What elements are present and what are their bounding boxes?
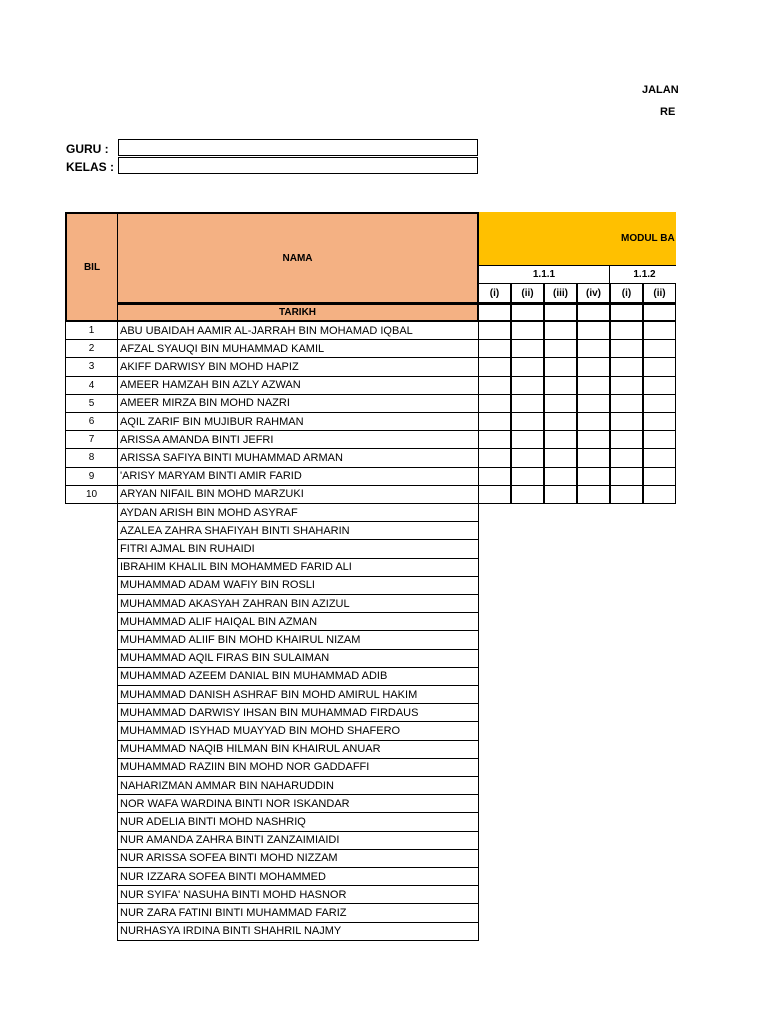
grade-cell[interactable] [478,340,511,358]
nama-cell: NURHASYA IRDINA BINTI SHAHRIL NAJMY [117,923,479,941]
nama-cell: MUHAMMAD AZEEM DANIAL BIN MUHAMMAD ADIB [117,668,479,686]
col-header-roman: (i) [610,283,643,303]
grade-cell[interactable] [478,395,511,413]
nama-cell: NUR AMANDA ZAHRA BINTI ZANZAIMIAIDI [117,832,479,850]
nama-cell: MUHAMMAD ADAM WAFIY BIN ROSLI [117,577,479,595]
grade-cell[interactable] [478,413,511,431]
nama-cell: NUR ADELIA BINTI MOHD NASHRIQ [117,813,479,831]
grade-cell[interactable] [544,322,577,340]
col-header-roman: (iii) [544,283,577,303]
grade-cell[interactable] [610,431,643,449]
grade-cell[interactable] [643,431,676,449]
bil-cell: 9 [65,468,118,486]
col-header-roman: (i) [478,283,511,303]
nama-cell: AKIFF DARWISY BIN MOHD HAPIZ [117,358,479,376]
grade-cell[interactable] [511,395,544,413]
grade-cell[interactable] [610,468,643,486]
nama-cell: IBRAHIM KHALIL BIN MOHAMMED FARID ALI [117,559,479,577]
tarikh-cell[interactable] [610,303,643,322]
grade-cell[interactable] [610,486,643,504]
bil-column-header: BIL [65,212,118,322]
bil-cell: 1 [65,322,118,340]
col-header-roman: (ii) [511,283,544,303]
grade-cell[interactable] [610,395,643,413]
nama-cell: MUHAMMAD AKASYAH ZAHRAN BIN AZIZUL [117,595,479,613]
grade-cell[interactable] [577,395,610,413]
grade-cell[interactable] [478,468,511,486]
grade-cell[interactable] [511,449,544,467]
nama-cell: AMEER MIRZA BIN MOHD NAZRI [117,395,479,413]
nama-cell: MUHAMMAD DARWISY IHSAN BIN MUHAMMAD FIRDAUS [117,704,479,722]
grade-cell[interactable] [643,413,676,431]
bil-cell: 5 [65,395,118,413]
grade-cell[interactable] [511,468,544,486]
grade-cell[interactable] [478,449,511,467]
bil-cell: 7 [65,431,118,449]
grade-cell[interactable] [544,413,577,431]
nama-cell: AFZAL SYAUQI BIN MUHAMMAD KAMIL [117,340,479,358]
guru-label: GURU : [66,142,109,156]
grade-cell[interactable] [643,322,676,340]
tarikh-label: TARIKH [117,303,479,322]
grade-cell[interactable] [610,413,643,431]
page-title-line1: JALAN [642,84,679,96]
nama-cell: MUHAMMAD ISYHAD MUAYYAD BIN MOHD SHAFERO [117,722,479,740]
nama-cell: NUR ARISSA SOFEA BINTI MOHD NIZZAM [117,850,479,868]
tarikh-cell[interactable] [643,303,676,322]
grade-cell[interactable] [643,486,676,504]
bil-cell: 8 [65,449,118,467]
col-header-roman: (iv) [577,283,610,303]
grade-cell[interactable] [511,340,544,358]
nama-cell: MUHAMMAD DANISH ASHRAF BIN MOHD AMIRUL HAKIM [117,686,479,704]
tarikh-cell[interactable] [577,303,610,322]
grade-cell[interactable] [478,486,511,504]
col-header-roman: (ii) [643,283,676,303]
page-title-line2: RE [660,106,676,118]
nama-cell: ABU UBAIDAH AAMIR AL-JARRAH BIN MOHAMAD IQBAL [117,322,479,340]
nama-cell: AQIL ZARIF BIN MUJIBUR RAHMAN [117,413,479,431]
nama-column-header: NAMA [117,212,479,304]
nama-cell: 'ARISY MARYAM BINTI AMIR FARID [117,468,479,486]
grade-cell[interactable] [577,449,610,467]
grade-cell[interactable] [511,413,544,431]
grade-cell[interactable] [577,431,610,449]
nama-cell: ARISSA SAFIYA BINTI MUHAMMAD ARMAN [117,449,479,467]
nama-cell: NUR ZARA FATINI BINTI MUHAMMAD FARIZ [117,904,479,922]
bil-cell: 2 [65,340,118,358]
grade-cell[interactable] [577,413,610,431]
nama-cell: NUR SYIFA' NASUHA BINTI MOHD HASNOR [117,886,479,904]
grade-cell[interactable] [544,395,577,413]
subheader-1-1-1: 1.1.1 [478,265,610,284]
tarikh-cell[interactable] [511,303,544,322]
bil-cell: 4 [65,377,118,395]
grade-cell[interactable] [577,322,610,340]
modul-header: MODUL BA [478,212,676,265]
grade-cell[interactable] [610,358,643,376]
tarikh-cell[interactable] [478,303,511,322]
tarikh-cell[interactable] [544,303,577,322]
bil-cell: 10 [65,486,118,504]
subheader-1-1-2: 1.1.2 [609,265,676,284]
grade-cell[interactable] [577,468,610,486]
grade-cell[interactable] [610,449,643,467]
grade-cell[interactable] [577,340,610,358]
grade-cell[interactable] [478,358,511,376]
nama-cell: FITRI AJMAL BIN RUHAIDI [117,540,479,558]
nama-cell: MUHAMMAD AQIL FIRAS BIN SULAIMAN [117,650,479,668]
grade-cell[interactable] [577,486,610,504]
nama-cell: AMEER HAMZAH BIN AZLY AZWAN [117,377,479,395]
bil-cell: 6 [65,413,118,431]
grade-cell[interactable] [511,358,544,376]
nama-cell: MUHAMMAD ALIIF BIN MOHD KHAIRUL NIZAM [117,631,479,649]
nama-cell: MUHAMMAD RAZIIN BIN MOHD NOR GADDAFFI [117,759,479,777]
grade-cell[interactable] [643,377,676,395]
grade-cell[interactable] [643,449,676,467]
nama-cell: NAHARIZMAN AMMAR BIN NAHARUDDIN [117,777,479,795]
nama-cell: MUHAMMAD NAQIB HILMAN BIN KHAIRUL ANUAR [117,741,479,759]
nama-cell: AYDAN ARISH BIN MOHD ASYRAF [117,504,479,522]
grade-cell[interactable] [478,377,511,395]
grade-cell[interactable] [544,468,577,486]
nama-cell: MUHAMMAD ALIF HAIQAL BIN AZMAN [117,613,479,631]
kelas-label: KELAS : [66,160,114,174]
nama-cell: AZALEA ZAHRA SHAFIYAH BINTI SHAHARIN [117,522,479,540]
grade-cell[interactable] [643,395,676,413]
grade-cell[interactable] [478,431,511,449]
nama-cell: ARISSA AMANDA BINTI JEFRI [117,431,479,449]
nama-cell: NUR IZZARA SOFEA BINTI MOHAMMED [117,868,479,886]
nama-cell: ARYAN NIFAIL BIN MOHD MARZUKI [117,486,479,504]
grade-cell[interactable] [511,431,544,449]
nama-cell: NOR WAFA WARDINA BINTI NOR ISKANDAR [117,795,479,813]
bil-cell: 3 [65,358,118,376]
grade-cell[interactable] [511,322,544,340]
grade-cell[interactable] [643,340,676,358]
grade-cell[interactable] [643,358,676,376]
grade-cell[interactable] [610,322,643,340]
grade-cell[interactable] [544,449,577,467]
grade-cell[interactable] [544,377,577,395]
grade-cell[interactable] [511,486,544,504]
grade-cell[interactable] [511,377,544,395]
grade-cell[interactable] [610,340,643,358]
grade-cell[interactable] [544,340,577,358]
grade-cell[interactable] [544,431,577,449]
grade-cell[interactable] [478,322,511,340]
grade-cell[interactable] [544,358,577,376]
grade-cell[interactable] [544,486,577,504]
grade-cell[interactable] [643,468,676,486]
grade-cell[interactable] [577,358,610,376]
grade-cell[interactable] [577,377,610,395]
grade-cell[interactable] [610,377,643,395]
